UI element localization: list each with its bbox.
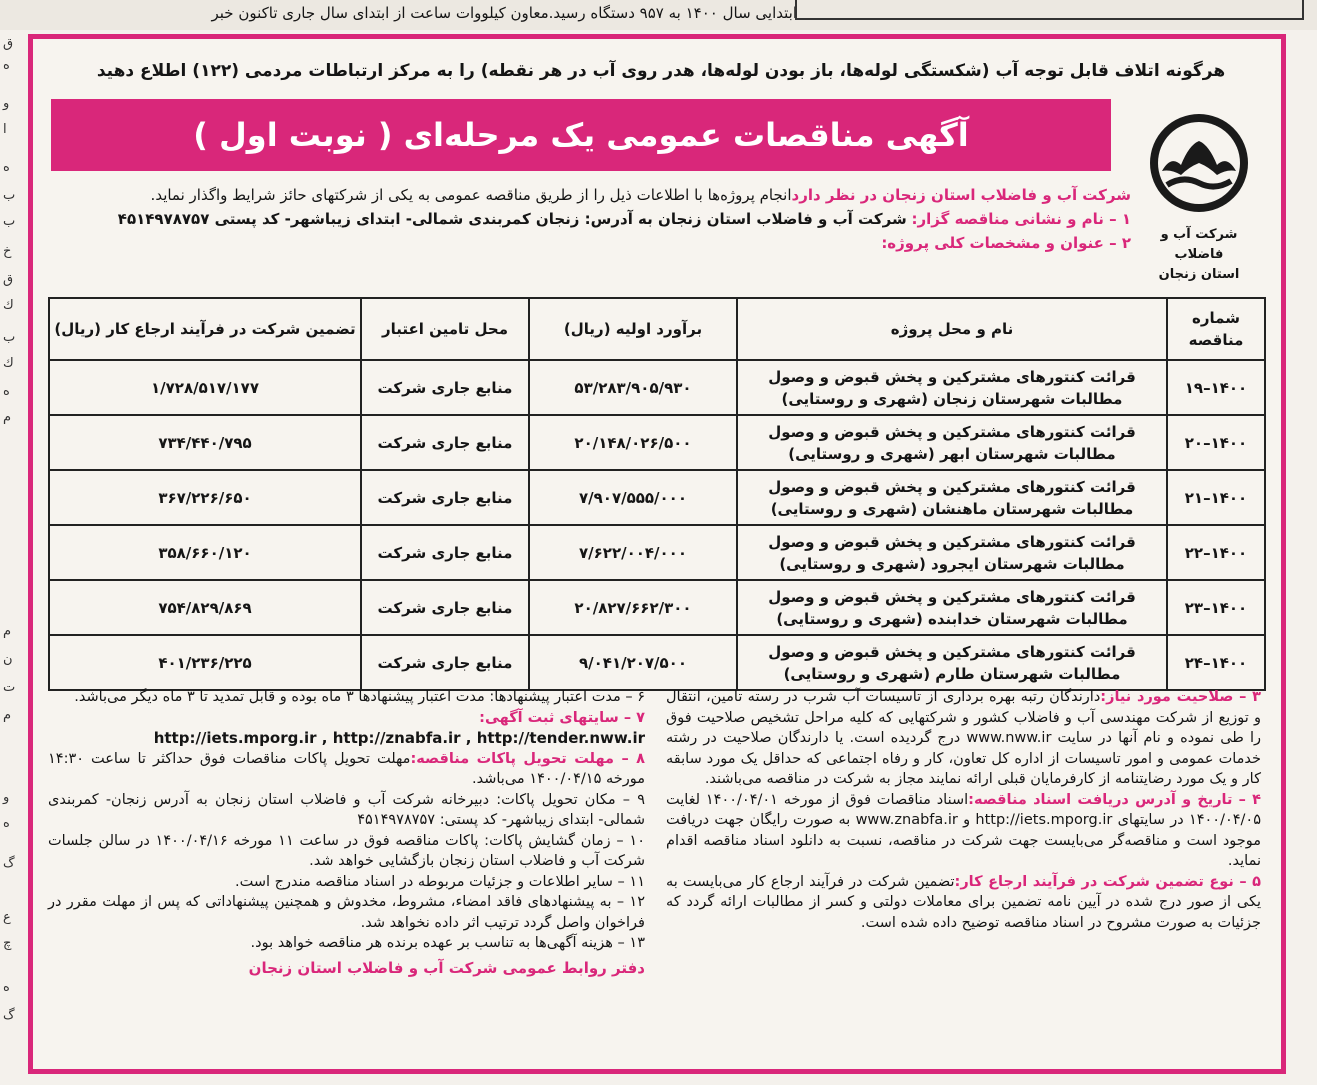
table-cell: ۲۰/۸۲۷/۶۶۲/۳۰۰ — [529, 580, 737, 635]
fragment: ق — [3, 36, 14, 51]
fragment: ه — [3, 160, 10, 175]
section6-text: ۶ – مدت اعتبار پیشنهادها: مدت اعتبار پیشنهادها ۳ ماه بوده و قابل تمدید تا ۳ ماه دیگر می‌باشد. — [74, 689, 645, 705]
table-cell: ۱۴۰۰–۲۰ — [1167, 415, 1265, 470]
item1-label: ۱ – نام و نشانی مناقصه گزار: — [911, 210, 1131, 228]
table-cell: قرائت کنتورهای مشترکین و پخش قبوض و وصول مطالبات شهرستان طارم (شهری و روستایی) — [737, 635, 1167, 690]
section5-label: ۵ – نوع تضمین شرکت در فرآیند ارجاع کار: — [954, 873, 1261, 890]
table-row — [49, 525, 1265, 580]
table-cell: منابع جاری شرکت — [361, 470, 529, 525]
header-cell: نام و محل پروژه — [737, 298, 1167, 360]
section7-sites: http://iets.mporg.ir , http://znabfa.ir , http://tender.nww.ir — [153, 729, 645, 747]
company-logo — [1137, 111, 1261, 285]
table-row — [49, 470, 1265, 525]
left-margin-fragments — [0, 30, 22, 1085]
table-cell: ۱۴۰۰–۱۹ — [1167, 360, 1265, 415]
water-company-logo-icon — [1147, 111, 1251, 215]
table-cell: ۵۳/۲۸۳/۹۰۵/۹۳۰ — [529, 360, 737, 415]
fragment: و — [3, 790, 10, 805]
fragment: ب — [3, 214, 16, 229]
fragment: و — [3, 96, 10, 111]
fragment: خ — [3, 244, 12, 259]
fragment: ك — [3, 298, 14, 313]
logo-caption — [1137, 225, 1261, 285]
table-row — [49, 635, 1265, 690]
fragment: ه — [3, 816, 10, 831]
section4-label: ۴ – تاریخ و آدرس دریافت اسناد مناقصه: — [968, 791, 1261, 808]
table-cell: منابع جاری شرکت — [361, 580, 529, 635]
table-cell: قرائت کنتورهای مشترکین و پخش قبوض و وصول مطالبات شهرستان ابهر (شهری و روستایی) — [737, 415, 1167, 470]
projects-table — [48, 297, 1266, 691]
fragment: ه — [3, 58, 10, 73]
public-relations-signature: دفتر روابط عمومی شرکت آب و فاضلاب استان زنجان — [248, 958, 645, 977]
table-cell: ۳۶۷/۲۲۶/۶۵۰ — [49, 470, 361, 525]
fragment: ب — [3, 188, 16, 203]
section12-text: ۱۲ – به پیشنهادهای فاقد امضاء، مشروط، مخدوش و همچنین پیشنهاداتی که پس از مهلت مقرر در فراخوان واصل گردد ترتیب اثر داده نخواهد شد. — [48, 894, 645, 931]
table-cell: ۳۵۸/۶۶۰/۱۲۰ — [49, 525, 361, 580]
fragment: ب — [3, 330, 16, 345]
table-cell: ۱۴۰۰–۲۳ — [1167, 580, 1265, 635]
fragment: م — [3, 708, 12, 723]
fragment: گ — [3, 856, 15, 871]
header-cell: تضمین شرکت در فرآیند ارجاع کار (ریال) — [49, 298, 361, 360]
table-row — [49, 580, 1265, 635]
table-cell: ۷/۶۲۲/۰۰۴/۰۰۰ — [529, 525, 737, 580]
fragment: ق — [3, 272, 14, 287]
table-cell: ۴۰۱/۲۳۶/۲۲۵ — [49, 635, 361, 690]
company-lead: شرکت آب و فاضلاب استان زنجان در نظر دارد — [791, 186, 1131, 204]
intro-text: انجام پروژه‌ها با اطلاعات ذیل را از طریق مناقصه عمومی به یکی از شرکتهای حائز شرایط واگذار نماید. — [150, 186, 792, 204]
table-cell: ۲۰/۱۴۸/۰۲۶/۵۰۰ — [529, 415, 737, 470]
table-cell: ۱/۷۲۸/۵۱۷/۱۷۷ — [49, 360, 361, 415]
fragment: ن — [3, 652, 13, 667]
water-loss-warning: هرگونه اتلاف قابل توجه آب (شکستگی لوله‌ها، باز بودن لوله‌ها، هدر روی آب در هر نقطه) را به مرکز ارتباطات مردمی (۱۲۲) اطلاع دهید — [96, 61, 1226, 81]
fragment: گ — [3, 1008, 15, 1023]
logo-caption-line: شرکت آب و فاضلاب — [1160, 227, 1238, 262]
fragment: ت — [3, 680, 16, 695]
table-cell: ۷/۹۰۷/۵۵۵/۰۰۰ — [529, 470, 737, 525]
logo-caption-line: استان زنجان — [1158, 267, 1240, 282]
table-cell: منابع جاری شرکت — [361, 635, 529, 690]
table-cell: ۱۴۰۰–۲۲ — [1167, 525, 1265, 580]
section9-text: ۹ – مکان تحویل پاکات: دبیرخانه شرکت آب و فاضلاب استان زنجان به آدرس زنجان- کمربندی شمالی- ابتدای زیباشهر- کد پستی: ۴۵۱۴۹۷۸۷۵۷ — [48, 791, 645, 828]
table-cell: ۷۵۴/۸۲۹/۸۶۹ — [49, 580, 361, 635]
section7-label: ۷ – سایتهای ثبت آگهی: — [479, 709, 645, 726]
fragment: چ — [3, 936, 12, 951]
fragment: ا — [3, 122, 7, 137]
table-cell: ۹/۰۴۱/۲۰۷/۵۰۰ — [529, 635, 737, 690]
table-cell: قرائت کنتورهای مشترکین و پخش قبوض و وصول مطالبات شهرستان زنجان (شهری و روستایی) — [737, 360, 1167, 415]
left-column — [48, 687, 645, 978]
table-cell: قرائت کنتورهای مشترکین و پخش قبوض و وصول مطالبات شهرستان ایجرود (شهری و روستایی) — [737, 525, 1167, 580]
header-cell: شماره مناقصه — [1167, 298, 1265, 360]
table-cell: ۱۴۰۰–۲۱ — [1167, 470, 1265, 525]
item1-text: شرکت آب و فاضلاب استان زنجان به آدرس: زنجان کمربندی شمالی- ابتدای زیباشهر- کد پستی ۴۵۱۴۹۷۸۷۵۷ — [117, 210, 907, 228]
table-header-row — [49, 298, 1265, 360]
table-cell: ۷۳۴/۴۴۰/۷۹۵ — [49, 415, 361, 470]
header-strip — [0, 0, 1317, 30]
intro-paragraph — [51, 183, 1131, 255]
section10-text: ۱۰ – زمان گشایش پاکات: پاکات مناقصه فوق در ساعت ۱۱ مورخه ۱۴۰۰/۰۴/۱۶ در سالن جلسات شرکت آب و فاضلاب استان زنجان بازگشایی خواهد شد. — [48, 832, 645, 869]
fragment: م — [3, 624, 12, 639]
header-strip-text: ابتدایی سال ۱۴۰۰ به ۹۵۷ دستگاه رسید.معاون کیلووات ساعت از ابتدای سال جاری تاکنون خبر — [211, 4, 797, 22]
fragment: ه — [3, 384, 10, 399]
notice-title: آگهی مناقصات عمومی یک مرحله‌ای ( نوبت اول ) — [51, 99, 1111, 171]
table-cell: منابع جاری شرکت — [361, 525, 529, 580]
fragment: ع — [3, 910, 11, 925]
section3-text: دارندگان رتبه بهره برداری از تاسیسات آب شرب در رسته تامین، انتقال و توزیع از شرکت مهندسی آب و فاضلاب کشور و شرکتهایی که کلیه مراحل تشخیص صلاحیت فوق را طی نموده و نام آنها در سایت www.nww.ir درج گردیده است. یا دارندگان صلاحیت در رشته خدمات عمومی و امور تاسیسات از اداره کل تعاون، کار و رفاه اجتماعی که حداقل یک مورد سابقه کار و یک مورد رضایتنامه از کارفرمایان قبلی ارائه نمایند مجاز به شرکت در مناقصه می‌باشند. — [666, 689, 1261, 787]
table-row — [49, 360, 1265, 415]
section5-text: تضمین شرکت در فرآیند ارجاع کار می‌بایست به یکی از صور درج شده در آیین نامه تضمین برای معاملات دولتی و کسر از مطالبات ارائه گردد که جزئیات به صورت مشروح در اسناد مناقصه توضیح داده شده است. — [666, 873, 1261, 931]
table-row — [49, 415, 1265, 470]
header-cell: برآورد اولیه (ریال) — [529, 298, 737, 360]
header-cell: محل تامین اعتبار — [361, 298, 529, 360]
fragment: م — [3, 410, 12, 425]
fragment: ك — [3, 356, 14, 371]
table-cell: ۱۴۰۰–۲۴ — [1167, 635, 1265, 690]
table-cell: منابع جاری شرکت — [361, 415, 529, 470]
table-cell: منابع جاری شرکت — [361, 360, 529, 415]
item2-label: ۲ – عنوان و مشخصات کلی پروژه: — [881, 234, 1131, 252]
fragment: ه — [3, 980, 10, 995]
header-strip-box — [795, 0, 1304, 20]
section13-text: ۱۳ – هزینه آگهی‌ها به تناسب بر عهده برنده هر مناقصه خواهد بود. — [250, 935, 645, 951]
table-cell: قرائت کنتورهای مشترکین و پخش قبوض و وصول مطالبات شهرستان خدابنده (شهری و روستایی) — [737, 580, 1167, 635]
section3-label: ۳ – صلاحیت مورد نیاز: — [1100, 689, 1261, 705]
table-cell: قرائت کنتورهای مشترکین و پخش قبوض و وصول مطالبات شهرستان ماهنشان (شهری و روستایی) — [737, 470, 1167, 525]
tender-notice — [28, 34, 1286, 1074]
section11-text: ۱۱ – سایر اطلاعات و جزئیات مربوطه در اسناد مناقصه مندرج است. — [235, 873, 645, 890]
section8-text: مهلت تحویل پاکات مناقصات فوق حداکثر تا ساعت ۱۴:۳۰ مورخه ۱۴۰۰/۰۴/۱۵ می‌باشد. — [48, 750, 645, 787]
section4-text: اسناد مناقصات فوق از مورخه ۱۴۰۰/۰۴/۰۱ لغایت ۱۴۰۰/۰۴/۰۵ در سایتهای http://iets.mporg.ir و www.znabfa.ir به صورت رایگان جهت دریافت موجود است و مناقصه‌گر می‌بایست جهت شرکت در مناقصه، نسبت به دانلود اسناد مناقصه اقدام نماید. — [666, 791, 1262, 869]
right-column — [666, 687, 1261, 933]
section8-label: ۸ – مهلت تحویل پاکات مناقصه: — [410, 750, 645, 767]
